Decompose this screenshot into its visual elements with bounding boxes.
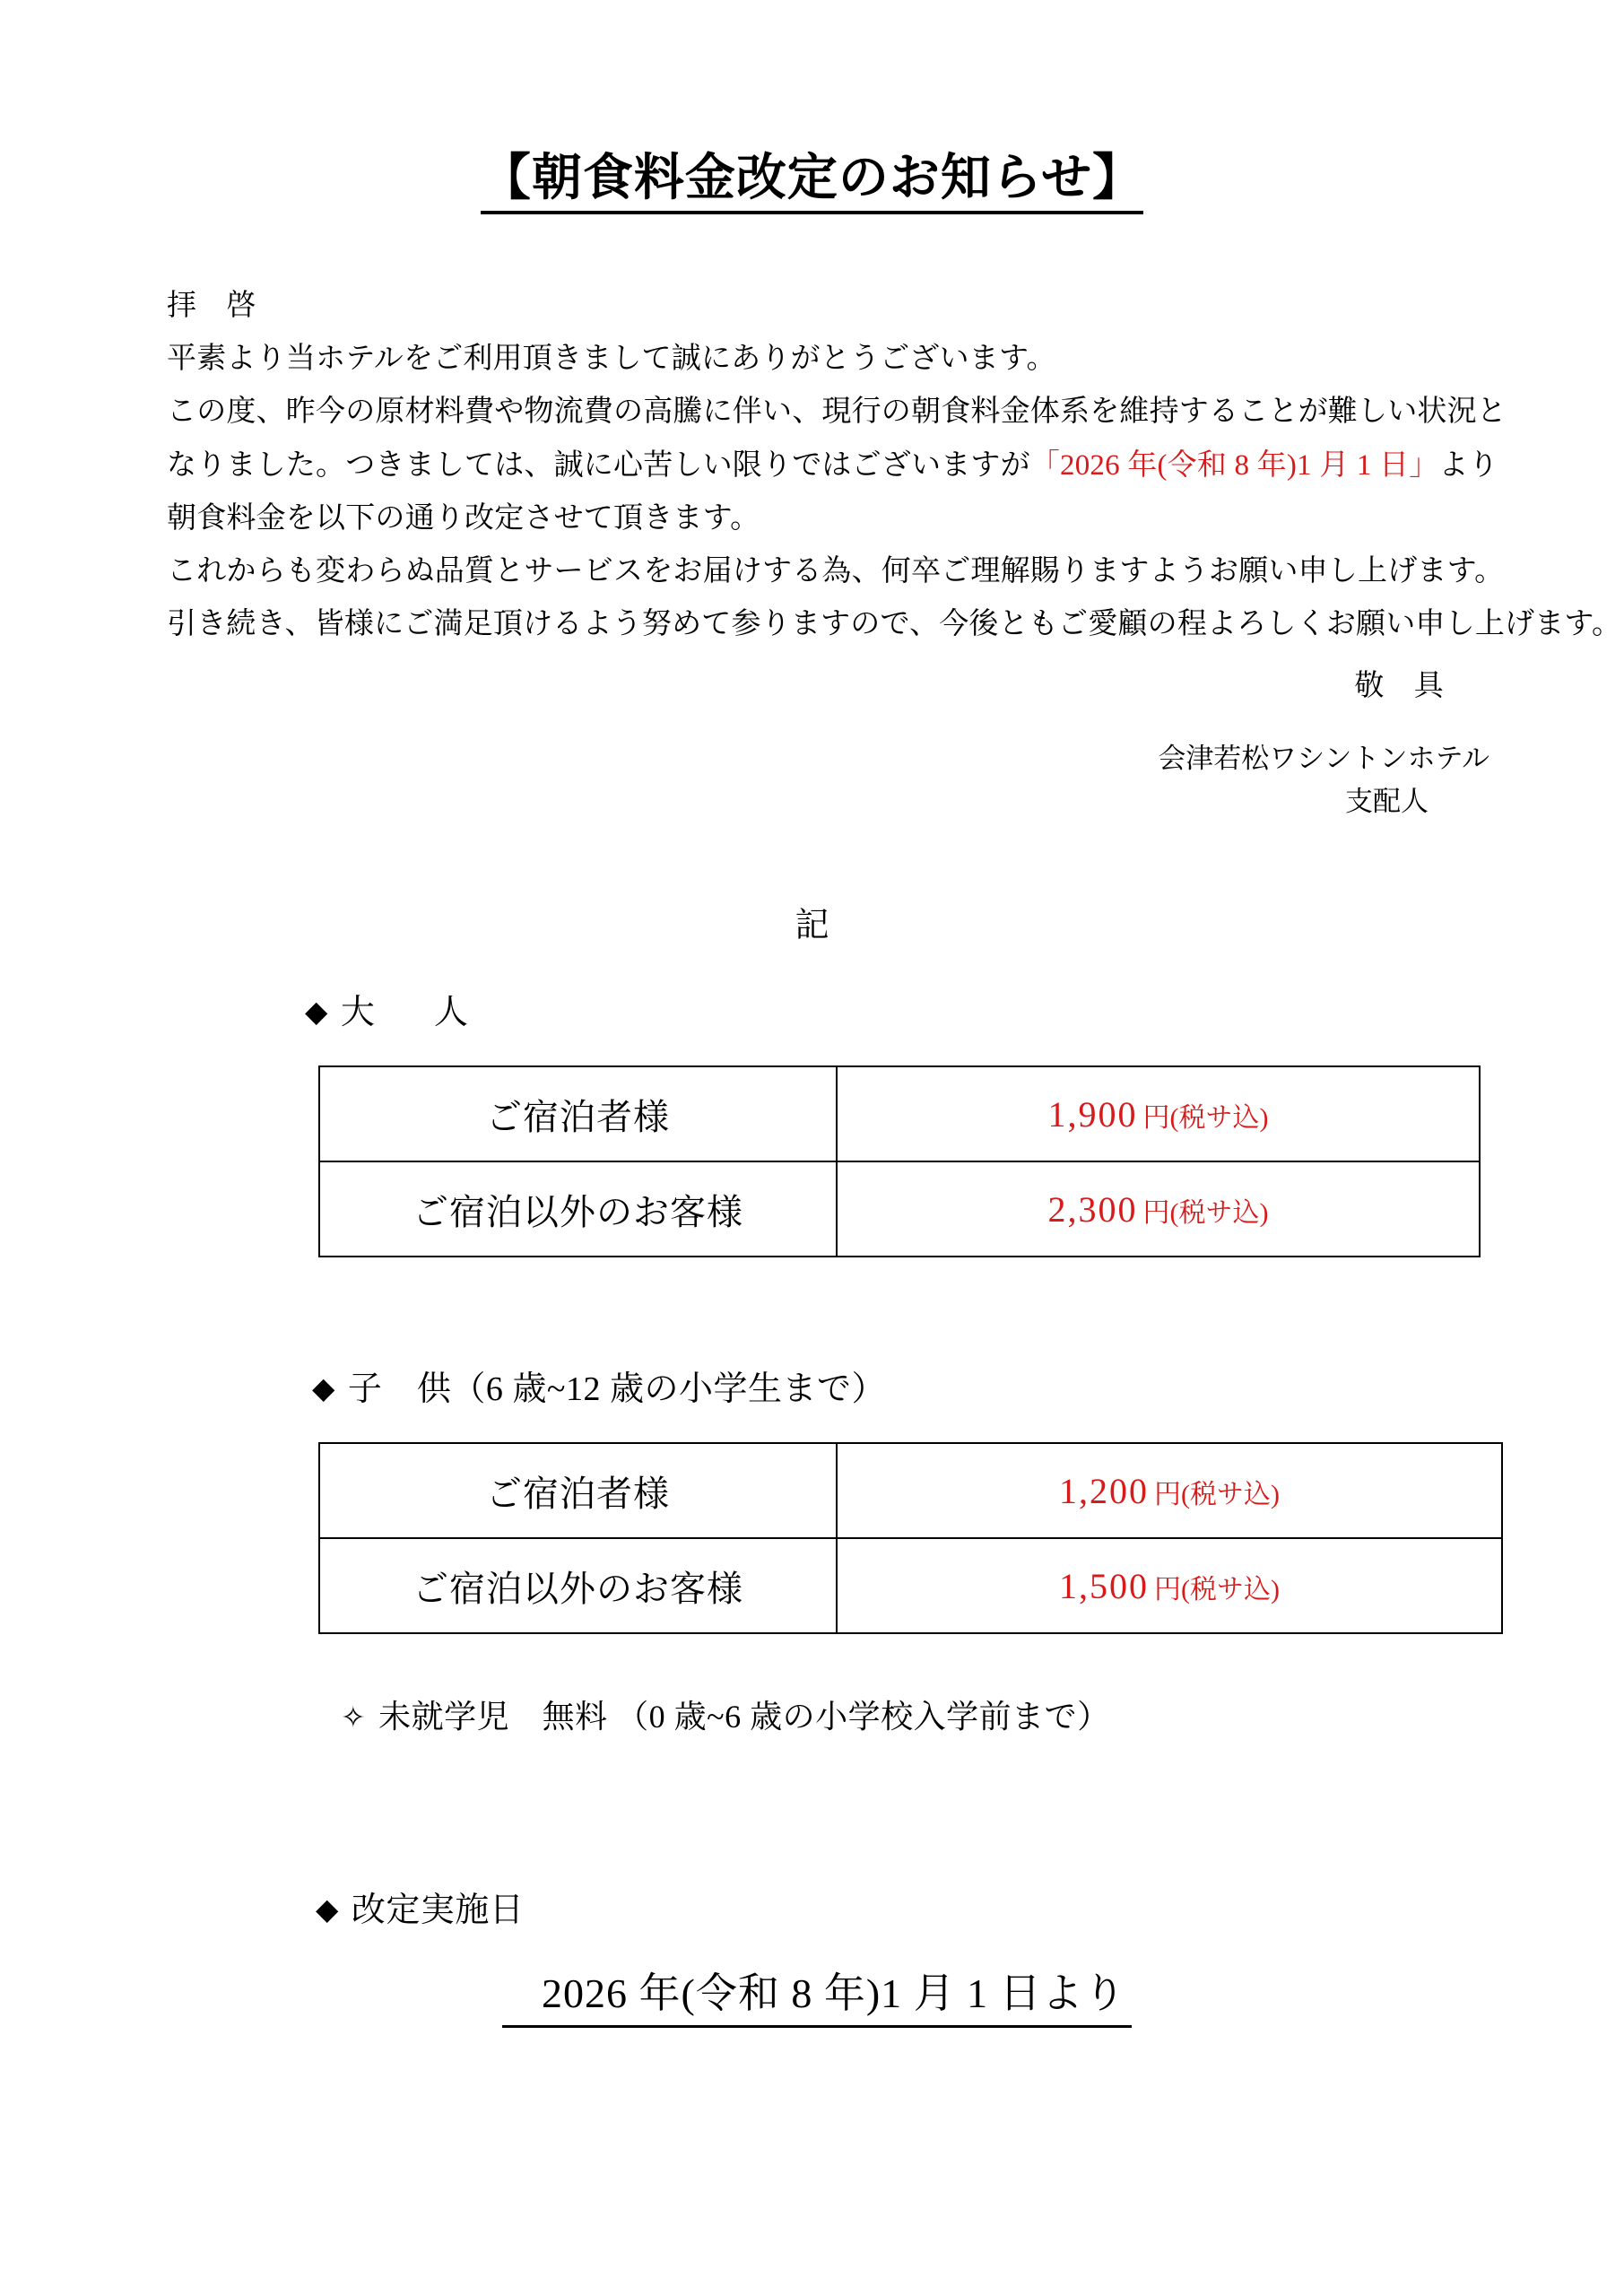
section-heading-adult (305, 984, 481, 1033)
diamond-solid-icon: ◆ (316, 1894, 339, 1926)
price-table-child (318, 1442, 1503, 1634)
ki-marker-text: 記 (795, 907, 829, 944)
revision-date-container (502, 1961, 1132, 2028)
section-heading-revision (316, 1882, 524, 1931)
diamond-open-icon: ✧ (341, 1702, 367, 1735)
effective-prefix: なりました。つきましては、誠に心苦しい限りではございますが (167, 448, 1030, 482)
price-amount: 1,500 (1059, 1565, 1149, 1606)
price-unit: 円(税サ込) (1142, 1197, 1269, 1228)
section-heading-child (312, 1361, 886, 1410)
effective-date-highlight: 「2026 年(令和 8 年)1 月 1 日」 (1029, 448, 1439, 482)
price-label-cell: ご宿泊以外のお客様 (319, 1161, 837, 1257)
signature-role: 支配人 (1345, 786, 1429, 818)
body-line-2: この度、昨今の原材料費や物流費の高騰に伴い、現行の朝食料金体系を維持することが難しい状況と (167, 396, 1507, 429)
salutation: 拝 啓 (167, 290, 256, 322)
table-row (319, 1066, 1480, 1161)
letter-body (167, 287, 1622, 720)
preschool-note (341, 1692, 1110, 1737)
effective-date-line (167, 447, 1498, 484)
section-heading-child-label: 子 供（6 歳~12 歳の小学生まで） (347, 1370, 886, 1408)
table-row (319, 1538, 1502, 1633)
price-unit: 円(税サ込) (1142, 1102, 1269, 1133)
page-title-container (0, 151, 1624, 214)
diamond-solid-icon: ◆ (305, 996, 328, 1029)
revision-date: 2026 年(令和 8 年)1 月 1 日より (502, 1961, 1132, 2028)
diamond-solid-icon: ◆ (312, 1373, 335, 1405)
table-row (319, 1443, 1502, 1538)
section-heading-revision-label: 改定実施日 (351, 1892, 525, 1929)
section-heading-adult-label: 大 人 (340, 994, 481, 1031)
price-label-cell: ご宿泊以外のお客様 (319, 1538, 837, 1633)
signature-block (0, 737, 1624, 823)
price-label-cell: ご宿泊者様 (319, 1066, 837, 1161)
body-line-5: 引き続き、皆様にご満足頂けるよう努めて参りますので、今後ともご愛顧の程よろしくお願い申し上げます。 (167, 608, 1622, 641)
price-amount: 2,300 (1047, 1188, 1138, 1230)
signature-company: 会津若松ワシントンホテル (1158, 743, 1489, 774)
body-line-4: これからも変わらぬ品質とサービスをお届けする為、何卒ご理解賜りますようお願い申し上げます。 (167, 555, 1505, 588)
price-table-adult (318, 1065, 1481, 1257)
price-value-cell (837, 1066, 1480, 1161)
body-line-3: 朝食料金を以下の通り改定させて頂きます。 (167, 501, 760, 535)
ki-marker (0, 897, 1624, 946)
price-value-cell (837, 1538, 1502, 1633)
price-amount: 1,900 (1047, 1093, 1138, 1135)
price-unit: 円(税サ込) (1154, 1479, 1280, 1509)
table-row (319, 1161, 1480, 1257)
body-line-1: 平素より当ホテルをご利用頂きまして誠にありがとうございます。 (167, 343, 1056, 376)
price-amount: 1,200 (1059, 1470, 1149, 1511)
closing-word: 敬 具 (1354, 669, 1444, 702)
price-unit: 円(税サ込) (1154, 1574, 1280, 1605)
effective-suffix: より (1438, 448, 1498, 482)
preschool-note-text: 未就学児 無料 （0 歳~6 歳の小学校入学前まで） (378, 1699, 1110, 1735)
price-value-cell (837, 1443, 1502, 1538)
price-value-cell (837, 1161, 1480, 1257)
page-title: 【朝食料金改定のお知らせ】 (481, 151, 1143, 214)
price-label-cell: ご宿泊者様 (319, 1443, 837, 1538)
